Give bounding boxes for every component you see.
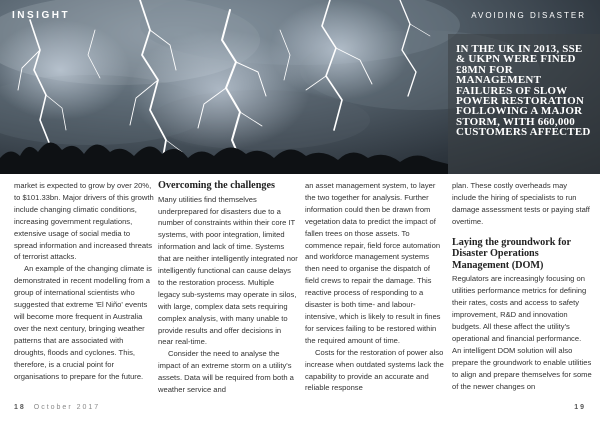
body-paragraph: Consider the need to analyse the impact of an extreme storm on a utility's assets. Data will be required from both a weather service and <box>158 349 294 395</box>
article-category: AVOIDING DISASTER <box>471 11 586 20</box>
pull-quote-text: IN THE UK IN 2013, SSE & UKPN WERE FINED £8MN FOR MANAGEMENT FAILURES OF SLOW POWER RESTORATION FOLLOWING A MAJOR STORM, WITH 660,000 CUSTOMERS AFFECTED <box>456 43 591 139</box>
body-paragraph: An example of the changing climate is demonstrated in recent modelling from a group of international scientists who suggested that extreme 'El Niño' events will become more frequent in Australia over the next century, bringing weather patterns that are associated with droughts, floods and cyclones. This, therefore, is a crucial point for organisations to prepare for the future. <box>14 264 152 381</box>
article-column-1 <box>14 180 154 382</box>
page-number-left: 18 <box>14 404 26 411</box>
pull-quote-box <box>448 34 600 174</box>
body-paragraph: Many utilities find themselves underprepared for disasters due to a number of constraints within their core IT systems, with poor integration, limited information and lack of time. Systems that are neither intelligently integrated nor intelligently functional can cause delays to the restoration process. Multiple legacy sub-systems may operate in silos, with large, complex data sets requiring complex analysis, with many unable to provide results and offer decisions in near real-time. <box>158 194 298 347</box>
subheading-dom: Laying the groundwork for Disaster Operations Management (DOM) <box>452 236 571 271</box>
body-paragraph: Costs for the restoration of power also increase when outdated systems lack the capability to provide an accurate and reliable response <box>305 347 444 393</box>
section-label: INSIGHT <box>12 10 71 21</box>
article-column-4 <box>452 180 592 392</box>
body-paragraph: Regulators are increasingly focusing on utilities performance metrics for defining their rates, costs and access to safety improvement, R&D and innovation budgets. All these affect the utility's operational and financial performance. An intelligent DOM solution will also prepare the groundwork to enable utilities to align and prepare themselves for some of the newer changes on <box>452 274 592 391</box>
footer-left <box>14 404 100 411</box>
body-paragraph: an asset management system, to layer the two together for analysis. Further information could then be drawn from vegetation data to predict the impact of fallen trees on those assets. To commence repair, field force automation and workforce management systems then need to organise the dispatch of field crews to repair the damage. This reactive process of responding to a disaster is both time- and labour-intensive, which is likely to result in fines for services failing to be restored within the required amount of time. <box>305 181 441 345</box>
body-paragraph: plan. These costly overheads may include the hiring of specialists to run damage assessment tests or paying staff overtime. <box>452 181 590 226</box>
storm-hero-image <box>0 0 600 174</box>
issue-date: October 2017 <box>33 404 101 411</box>
subheading-challenges: Overcoming the challenges <box>158 180 275 191</box>
body-paragraph: market is expected to grow by over 20%, to $101.33bn. Major drivers of this growth include changing climatic conditions, increasing government regulations, extensive usage of social media to spread information and increased threats of terrorist attacks. <box>14 181 154 262</box>
page-number-right: 19 <box>574 404 586 411</box>
article-column-3 <box>305 180 445 394</box>
article-column-2 <box>158 180 298 396</box>
